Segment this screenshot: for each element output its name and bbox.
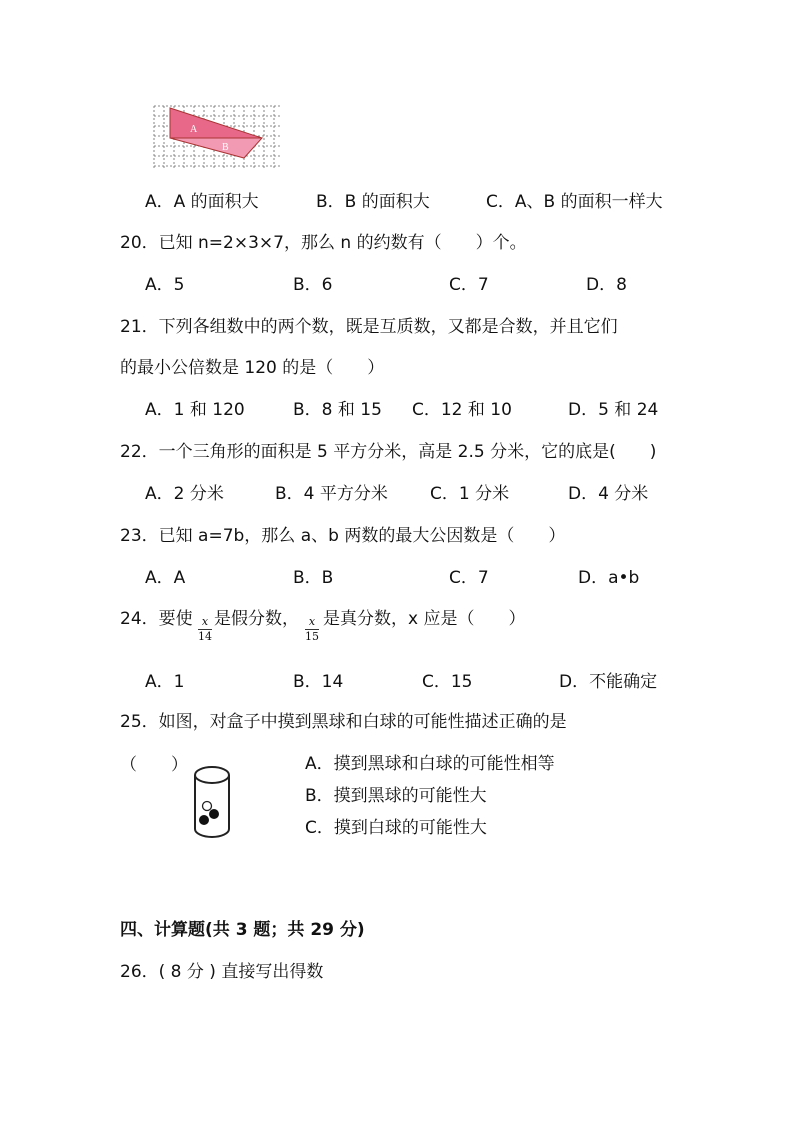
q22-option-d: D．4 分米 [568, 484, 649, 504]
q21-stem-line1: 21．下列各组数中的两个数，既是互质数，又都是合数，并且它们 [120, 317, 618, 337]
black-ball-icon [199, 815, 209, 825]
q21-option-a: A．1 和 120 [145, 400, 245, 420]
q24-option-c: C．15 [422, 672, 473, 692]
q20-option-a: A．5 [145, 275, 185, 295]
q24-option-d: D．不能确定 [559, 672, 658, 692]
black-ball-icon [209, 809, 219, 819]
grid-figure [152, 104, 282, 172]
ball-box-figure [190, 763, 234, 841]
q24-frac1-num: x [201, 615, 209, 628]
white-ball-icon [203, 802, 212, 811]
q25-stem: 25．如图，对盒子中摸到黑球和白球的可能性描述正确的是 [120, 712, 567, 732]
q25-paren: （ ） [120, 755, 188, 775]
q22-stem: 22．一个三角形的面积是 5 平方分米，高是 2.5 分米，它的底是( ) [120, 442, 657, 462]
q23-option-b: B．B [293, 568, 334, 588]
label-b: B [222, 142, 229, 153]
q24-option-b: B．14 [293, 672, 344, 692]
q19-option-a: A．A 的面积大 [145, 192, 259, 212]
q19-option-c: C．A、B 的面积一样大 [486, 192, 663, 212]
q24-frac2-den: 15 [305, 630, 319, 643]
q20-option-d: D．8 [586, 275, 627, 295]
q25-option-b: B．摸到黑球的可能性大 [305, 786, 487, 806]
q23-option-c: C．7 [449, 568, 489, 588]
q24-frac1-den: 14 [198, 630, 212, 643]
q25-option-a: A．摸到黑球和白球的可能性相等 [305, 754, 555, 774]
q23-option-a: A．A [145, 568, 186, 588]
q24-option-a: A．1 [145, 672, 185, 692]
q23-stem: 23．已知 a=7b，那么 a、b 两数的最大公因数是（ ） [120, 526, 566, 546]
q24-stem-part2: 是假分数， [214, 609, 299, 629]
q20-stem: 20．已知 n=2×3×7，那么 n 的约数有（ ）个。 [120, 233, 527, 253]
q24-stem-part1: 24．要使 [120, 609, 193, 629]
label-a: A [190, 124, 198, 135]
q24-fraction-1 [198, 616, 212, 643]
triangle-a [170, 108, 262, 138]
q22-option-c: C．1 分米 [430, 484, 510, 504]
q21-option-d: D．5 和 24 [568, 400, 659, 420]
q22-option-a: A．2 分米 [145, 484, 224, 504]
q22-option-b: B．4 平方分米 [275, 484, 388, 504]
q20-option-c: C．7 [449, 275, 489, 295]
q24-fraction-2 [305, 616, 319, 643]
q23-option-d: D．a•b [578, 568, 640, 588]
q21-option-c: C．12 和 10 [412, 400, 512, 420]
q20-option-b: B．6 [293, 275, 333, 295]
q26-stem: 26．( 8 分 ) 直接写出得数 [120, 962, 324, 982]
q21-stem-line2: 的最小公倍数是 120 的是（ ） [120, 358, 385, 378]
q21-option-b: B．8 和 15 [293, 400, 382, 420]
section-title: 四、计算题(共 3 题；共 29 分) [120, 920, 365, 940]
q24-stem-part3: 是真分数，x 应是（ ） [323, 609, 526, 629]
q19-option-b: B．B 的面积大 [316, 192, 430, 212]
q25-option-c: C．摸到白球的可能性大 [305, 818, 487, 838]
q24-frac2-num: x [308, 615, 316, 628]
